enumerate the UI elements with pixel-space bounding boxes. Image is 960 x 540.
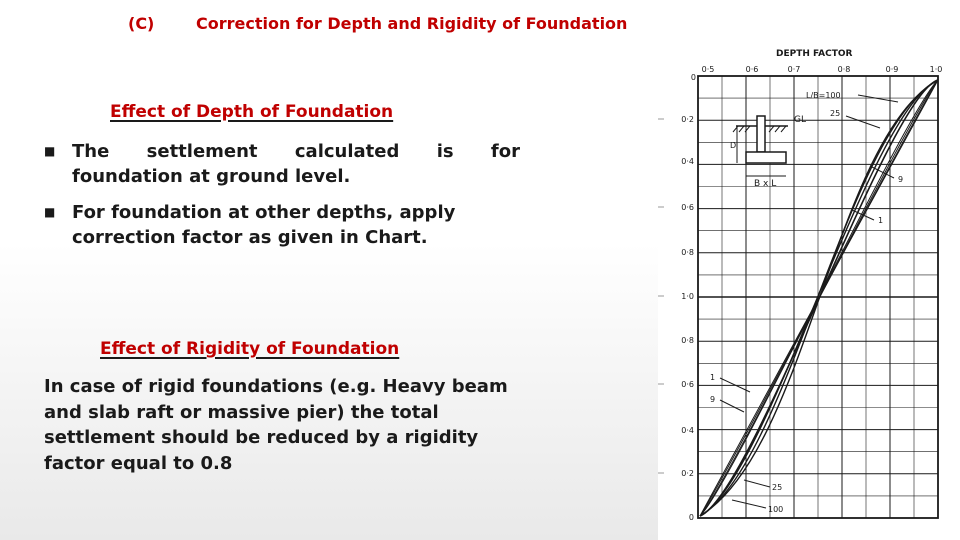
curve-leader <box>846 116 880 128</box>
bullet-text: For foundation at other depths, apply correction factor as given in Chart. <box>72 202 456 248</box>
top-tick-label: 0·6 <box>745 65 759 74</box>
bullet-square-icon: ■ <box>44 205 56 219</box>
curve-leader <box>732 500 766 508</box>
bullet-word: settlement <box>146 141 258 162</box>
curve-label: 9 <box>710 395 716 404</box>
chart-canvas <box>658 40 960 540</box>
chart-title: DEPTH FACTOR <box>776 49 853 59</box>
bullet-word: is <box>436 141 454 162</box>
curve-label: 100 <box>768 505 784 514</box>
bullet-continuation: foundation at ground level. <box>72 166 351 187</box>
curve-label: 25 <box>830 109 841 118</box>
left-tick-label: 1·0 <box>681 292 694 301</box>
bullet-item <box>44 139 524 189</box>
depth-heading: Effect of Depth of Foundation <box>110 102 394 122</box>
depth-factor-chart <box>658 40 960 540</box>
rigidity-paragraph: In case of rigid foundations (e.g. Heavy beam and slab raft or massive pier) the total settlement should be reduced by a rigidity factor equal to 0.8 <box>44 376 508 474</box>
bullet-word: The <box>72 141 110 162</box>
bullet-word: calculated <box>294 141 400 162</box>
bullet-line <box>72 139 520 164</box>
curve-label: 1 <box>710 373 716 382</box>
left-tick-label: 0·8 <box>681 336 694 345</box>
bullet-square-icon: ■ <box>44 144 56 158</box>
slide-title <box>0 14 700 38</box>
rigidity-heading: Effect of Rigidity of Foundation <box>100 339 400 359</box>
title-text: Correction for Depth and Rigidity of Foundation <box>196 14 628 33</box>
left-tick-label: 0·8 <box>681 248 694 257</box>
curve-label: L/B=100 <box>806 91 841 100</box>
top-tick-label: 0·7 <box>787 65 801 74</box>
top-tick-label: 1·0 <box>929 65 943 74</box>
foundation-diagram <box>730 115 806 189</box>
top-tick-label: 0·5 <box>701 65 715 74</box>
footing-shape <box>746 152 786 163</box>
curve-leader <box>744 480 770 487</box>
curve-label: 9 <box>898 175 904 184</box>
d-label: D <box>730 141 737 150</box>
gl-label: GL <box>794 115 806 125</box>
top-tick-label: 0·9 <box>885 65 899 74</box>
curve-label: 1 <box>878 216 884 225</box>
top-tick-label: 0·8 <box>837 65 851 74</box>
bullet-item <box>44 200 534 250</box>
bxl-label: B x L <box>754 179 777 189</box>
bullet-word: for <box>490 141 520 162</box>
left-tick-label: 0·6 <box>681 380 694 389</box>
left-tick-label: 0·4 <box>681 157 694 166</box>
left-tick-label: 0 <box>688 513 694 522</box>
curve-leader <box>858 95 898 102</box>
left-tick-label: 0·6 <box>681 203 694 212</box>
curve-leader <box>720 400 744 412</box>
section-label: (C) <box>128 14 155 33</box>
pier-shape <box>757 116 765 152</box>
top-zero-label: 0 <box>690 73 696 82</box>
left-tick-label: 0·2 <box>681 115 694 124</box>
left-tick-label: 0·2 <box>681 469 694 478</box>
curve-label: 25 <box>772 483 783 492</box>
left-tick-label: 0·4 <box>681 426 694 435</box>
